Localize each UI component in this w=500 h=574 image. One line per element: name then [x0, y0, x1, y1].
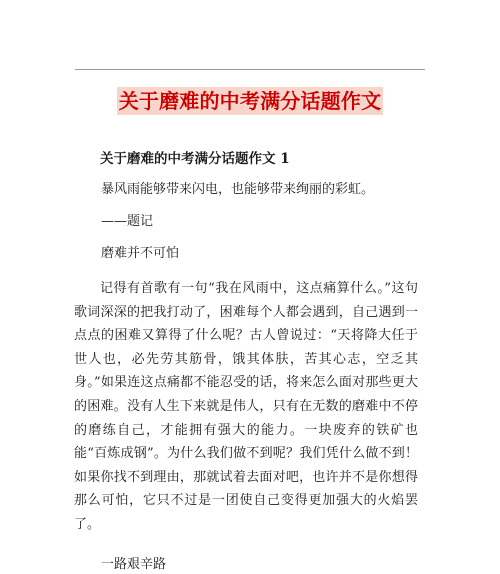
- document-body: [74, 150, 418, 537]
- subheading: 磨难并不可怕: [101, 246, 180, 261]
- epigraph-attribution: ——题记: [101, 214, 154, 229]
- header-rule: [75, 69, 425, 70]
- document-title: 关于磨难的中考满分话题作文: [118, 89, 382, 113]
- section-heading: 关于磨难的中考满分话题作文 1: [100, 151, 290, 167]
- document-title-wrapper: [0, 87, 500, 115]
- body-paragraph: 记得有首歌有一句“我在风雨中，这点痛算什么。”这句歌词深深的把我打动了，困难每个人都会遇到，自己遇到一点点的困难又算得了什么呢？古人曾说过：“天将降大任于世人也，必先劳其筋骨，饿其体肤，苦其心志，空乏其身。”如果连这点痛都不能忍受的话，将来怎么面对那些更大的困难。没有人生下来就是伟人，只有在无数的磨难中不停的磨练自己，才能拥有强大的能力。一块废弃的铁矿也能“百炼成钢”。为什么我们做不到呢？我们凭什么做不到！如果你找不到理由，那就试着去面对吧，也许并不是你想得那么可怕，它只不过是一团使自己变得更加强大的火焰罢了。: [74, 281, 418, 532]
- cut-off-line: 一路艰辛路: [101, 557, 167, 572]
- epigraph-line: 暴风雨能够带来闪电，也能够带来绚丽的彩虹。: [101, 182, 375, 197]
